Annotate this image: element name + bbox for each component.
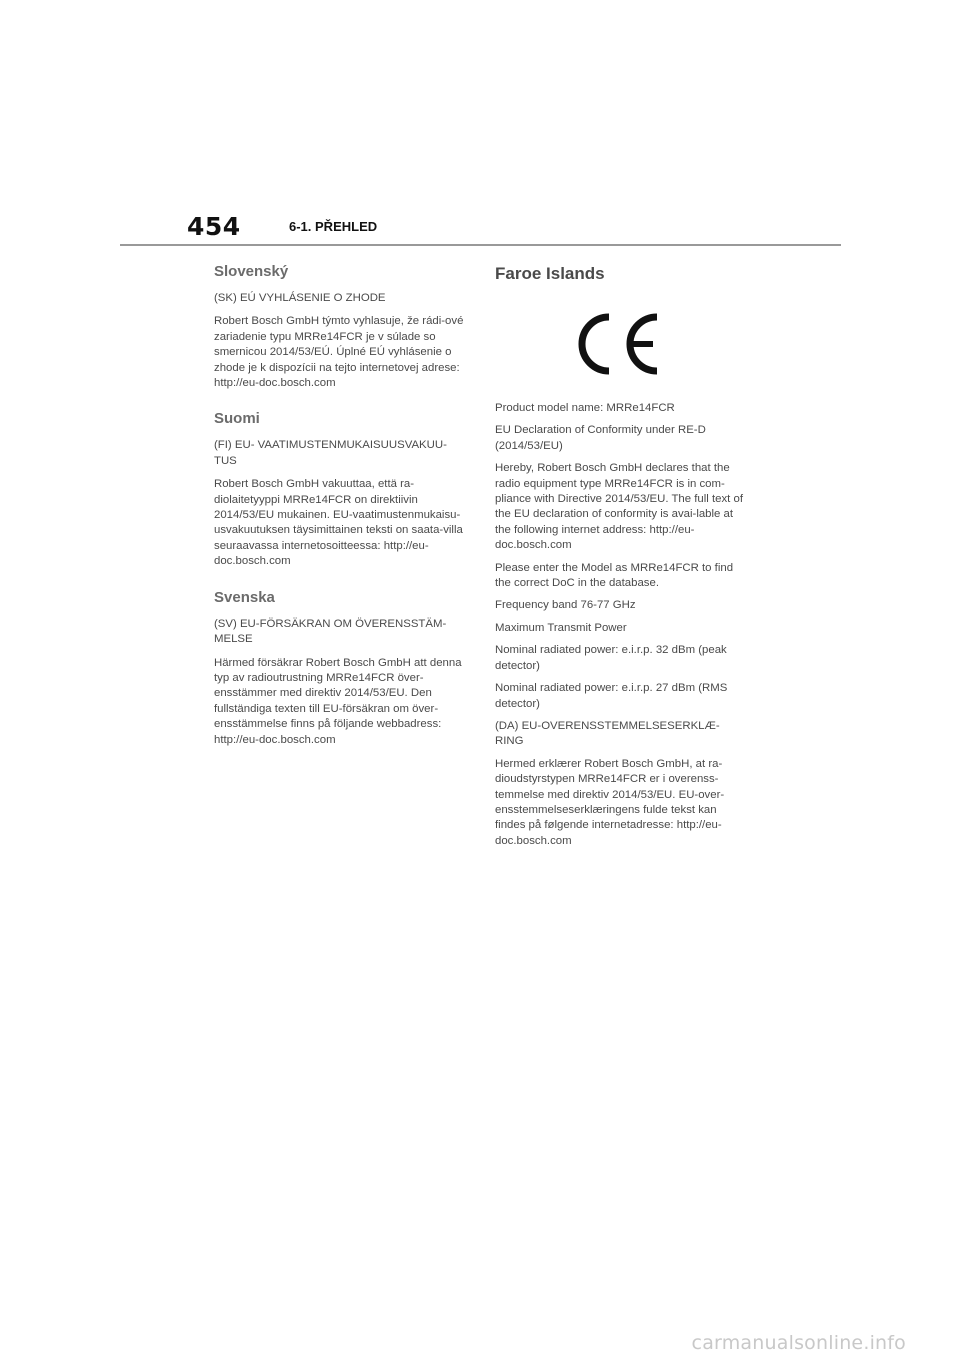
declaration-text: Härmed försäkrar Robert Bosch GmbH att denna typ av radioutrustning MRRe14FCR över-ensstämmer med direktiv 2014/53/EU. Den fullständiga texten till EU-försäkran om över-ensstämmelse finns på följande webbadress: http://eu-doc.bosch.com: [214, 656, 462, 746]
header-rule: [120, 244, 841, 246]
declaration-title: (SK) EÚ VYHLÁSENIE O ZHODE: [214, 292, 386, 304]
left-column: [214, 262, 466, 766]
spec-paragraph: Hereby, Robert Bosch GmbH declares that the radio equipment type MRRe14FCR is in com-pliance with Directive 2014/53/EU. The full text of the EU declaration of conformity is avai-lable at the following internet address: http://eu-doc.bosch.com: [495, 462, 743, 552]
spec-paragraph: Maximum Transmit Power: [495, 621, 627, 634]
ce-mark-icon: [575, 313, 661, 375]
language-block-fi: [214, 409, 466, 569]
spec-paragraph: (DA) EU-OVERENSSTEMMELSESERKLÆ-RING: [495, 719, 720, 748]
spec-paragraph: EU Declaration of Conformity under RE-D (2014/53/EU): [495, 424, 706, 452]
declaration-title: (SV) EU-FÖRSÄKRAN OM ÖVERENSSTÄM-MELSE: [214, 617, 447, 646]
spec-paragraph: Please enter the Model as MRRe14FCR to find the correct DoC in the database.: [495, 561, 734, 590]
language-block-sk: [214, 262, 466, 391]
spec-paragraph: Frequency band 76-77 GHz: [495, 599, 636, 612]
language-block-sv: [214, 588, 466, 748]
watermark: carmanualsonline.info: [691, 1332, 906, 1354]
region-heading: Faroe Islands: [495, 264, 605, 283]
language-heading: Svenska: [214, 588, 275, 606]
section-title: 6-1. PŘEHLED: [289, 219, 378, 234]
declaration-text: Robert Bosch GmbH týmto vyhlasuje, že rádi-ové zariadenie typu MRRe14FCR je v súlade so smernicou 2014/53/EÚ. Úplné EÚ vyhlásenie o zhode je k dispozícii na tejto internetovej adrese: http://eu-doc.bosch.com: [214, 315, 464, 390]
language-heading: Suomi: [214, 410, 260, 428]
spec-paragraph: Nominal radiated power: e.i.r.p. 32 dBm (peak detector): [495, 644, 727, 672]
declaration-text: Robert Bosch GmbH vakuuttaa, että ra-diolaitetyyppi MRRe14FCR on direktiivin 2014/53/EU mukainen. EU-vaatimustenmukaisu-usvakuutuksen täysimittainen teksti on saata-villa seuraavassa internetosoitteessa: http://eu-doc.bosch.com: [214, 478, 463, 568]
declaration-title: (FI) EU- VAATIMUSTENMUKAISUUSVAKUU-TUS: [214, 439, 447, 467]
right-column: [495, 263, 745, 856]
language-heading: Slovenský: [214, 263, 289, 280]
spec-paragraph: Hermed erklærer Robert Bosch GmbH, at ra-dioudstyrstypen MRRe14FCR er i overenss-temmelse med direktiv 2014/53/EU. EU-over-ensstemmelseserklæringens fulde tekst kan findes på følgende internetadresse: http://eu-doc.bosch.com: [495, 757, 725, 847]
spec-paragraph: Product model name: MRRe14FCR: [495, 402, 675, 414]
spec-paragraph: Nominal radiated power: e.i.r.p. 27 dBm (RMS detector): [495, 682, 728, 710]
page-number: 454: [187, 212, 241, 241]
